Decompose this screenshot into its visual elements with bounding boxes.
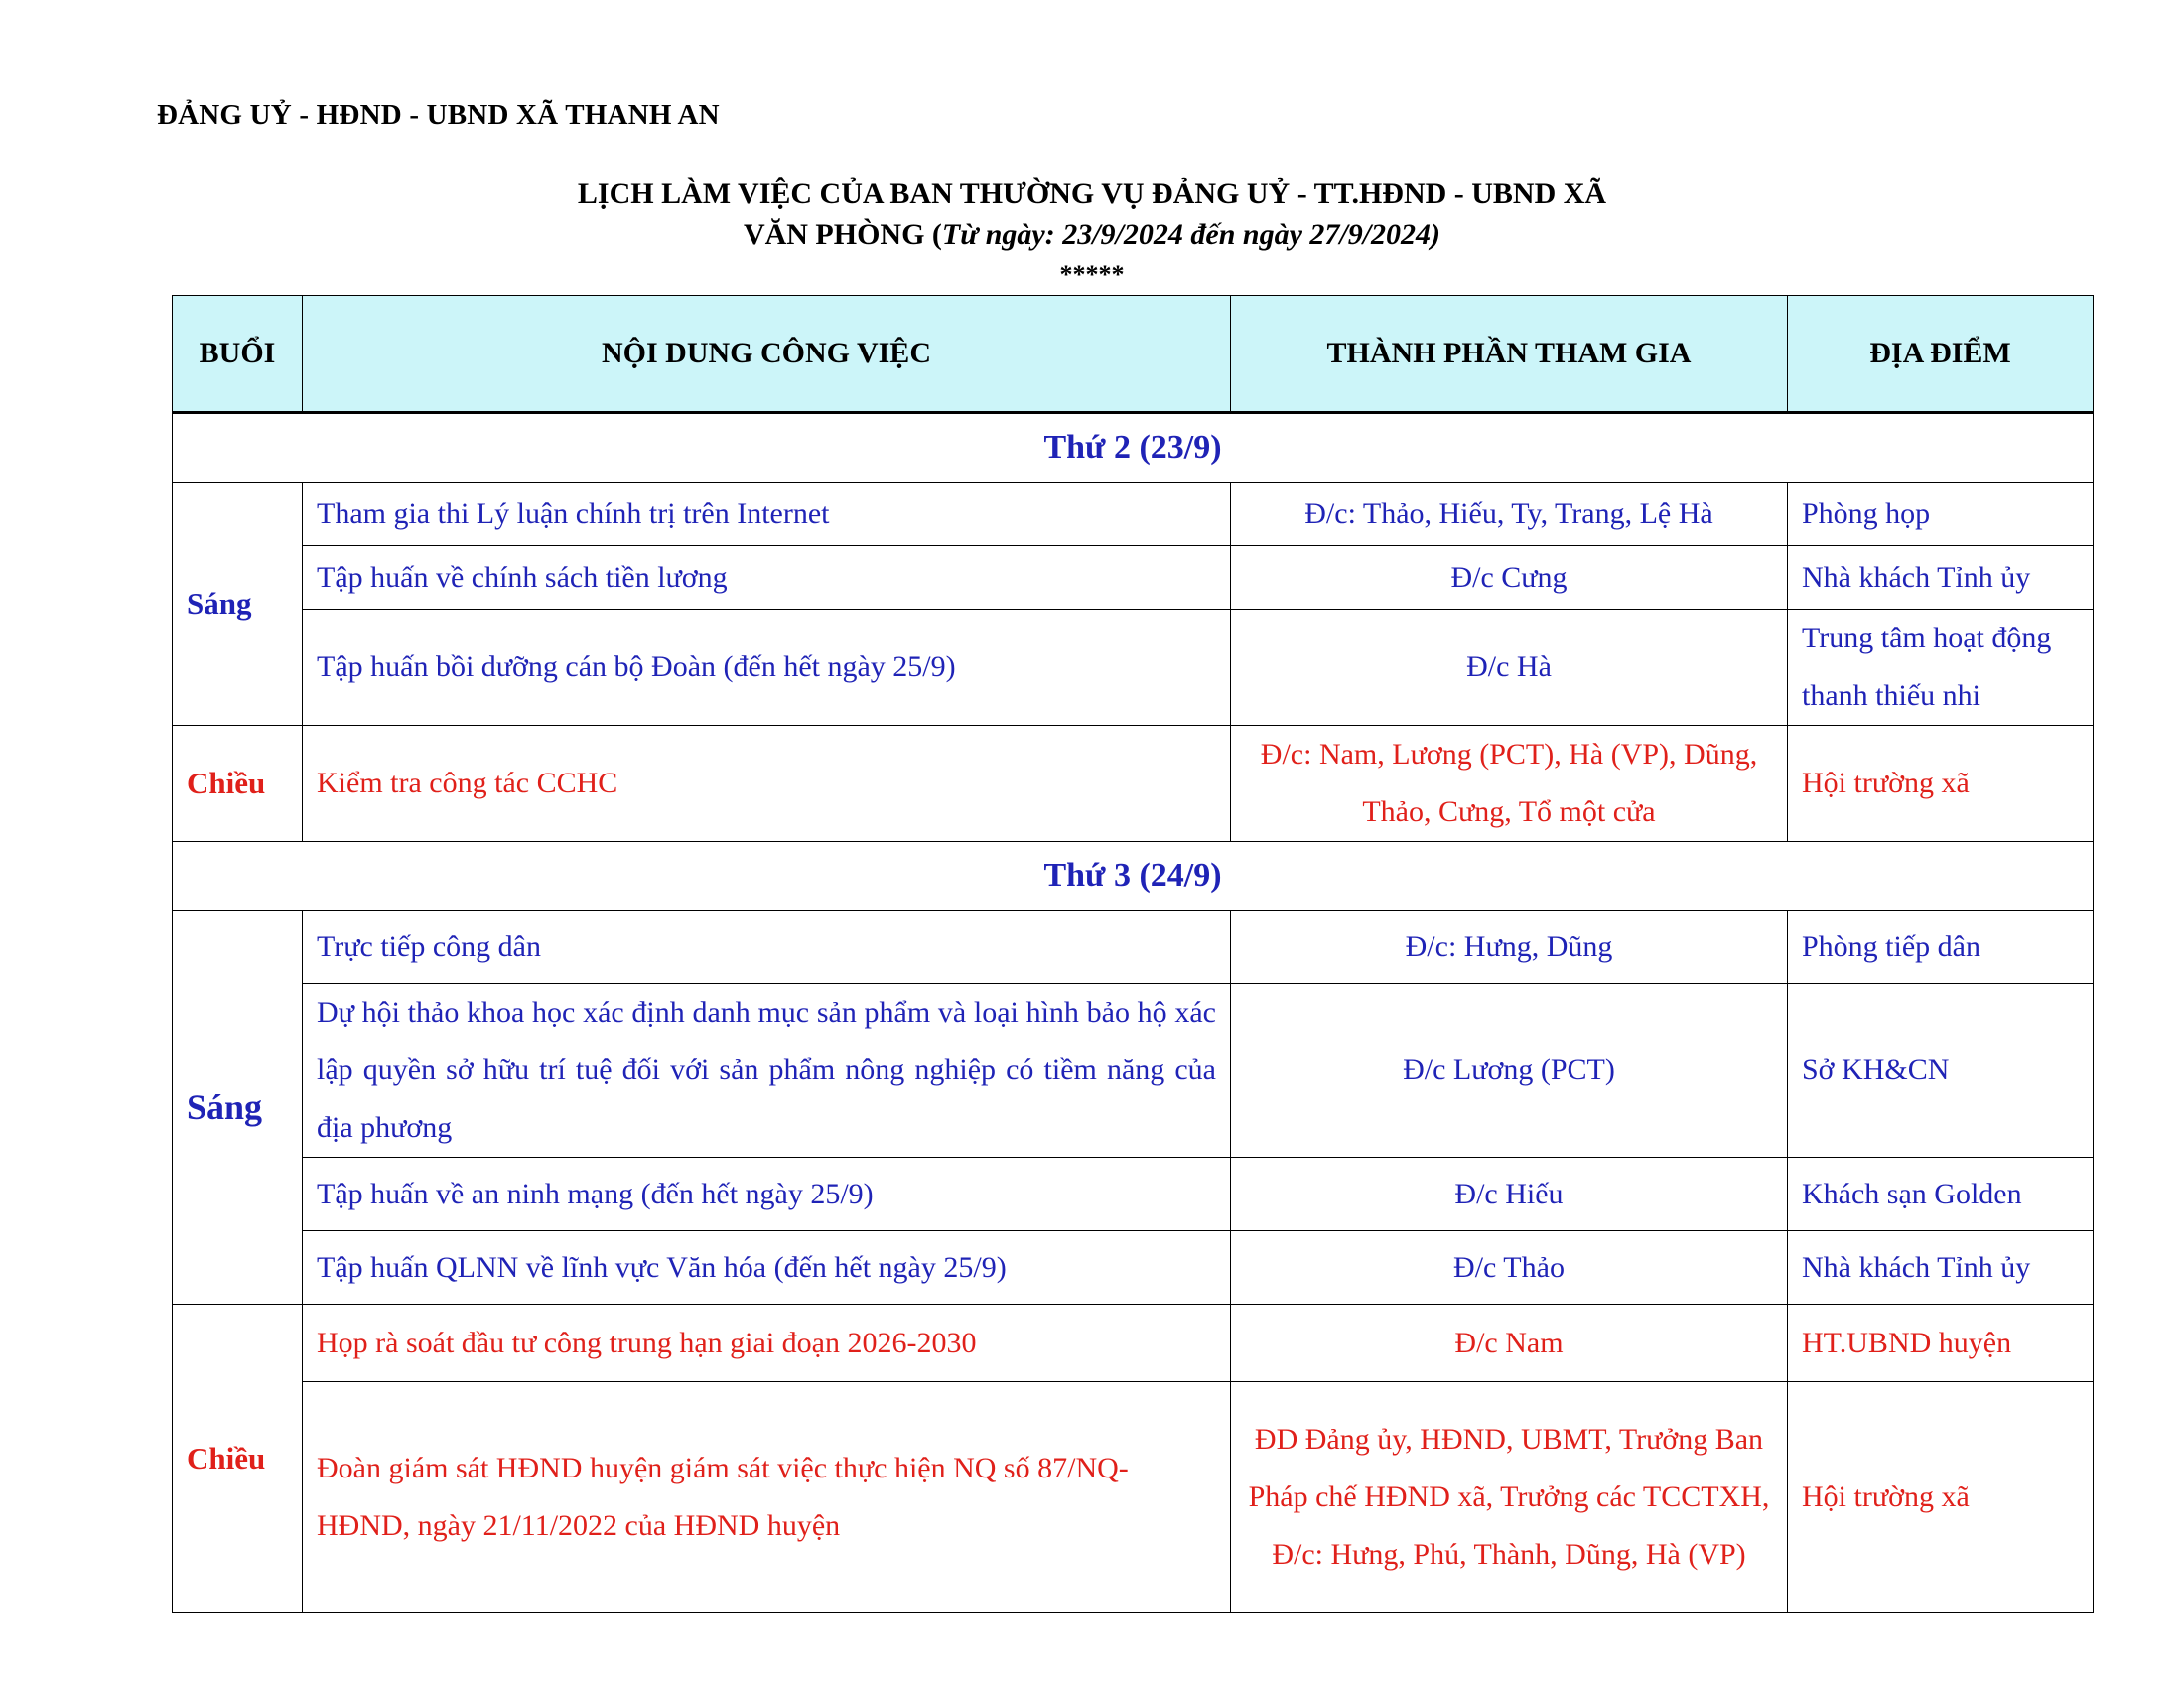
table-row — [173, 610, 2094, 726]
location-cell: Khách sạn Golden — [1788, 1158, 2094, 1231]
table-row — [173, 984, 2094, 1158]
table-row — [173, 1231, 2094, 1305]
content-cell: Đoàn giám sát HĐND huyện giám sát việc thực hiện NQ số 87/NQ-HĐND, ngày 21/11/2022 của HĐND huyện — [303, 1382, 1231, 1613]
content-cell: Tham gia thi Lý luận chính trị trên Internet — [303, 483, 1231, 546]
table-row — [173, 483, 2094, 546]
table-row — [173, 1305, 2094, 1382]
session-label: Sáng — [173, 483, 303, 726]
day-row — [173, 413, 2094, 483]
header-buoi: BUỔI — [173, 296, 303, 413]
header-dia-diem: ĐỊA ĐIỂM — [1788, 296, 2094, 413]
location-cell: HT.UBND huyện — [1788, 1305, 2094, 1382]
participants-cell: ĐD Đảng ủy, HĐND, UBMT, Trưởng Ban Pháp chế HĐND xã, Trưởng các TCCTXH, Đ/c: Hưng, Phú, Thành, Dũng, Hà (VP) — [1231, 1382, 1788, 1613]
content-cell: Kiểm tra công tác CCHC — [303, 726, 1231, 842]
participants-cell: Đ/c Cưng — [1231, 546, 1788, 610]
participants-cell: Đ/c Lương (PCT) — [1231, 984, 1788, 1158]
location-cell: Hội trường xã — [1788, 1382, 2094, 1613]
table-row — [173, 1382, 2094, 1613]
header-thanh-phan: THÀNH PHẦN THAM GIA — [1231, 296, 1788, 413]
session-label: Chiều — [173, 1305, 303, 1613]
content-cell: Tập huấn QLNN về lĩnh vực Văn hóa (đến hết ngày 25/9) — [303, 1231, 1231, 1305]
content-cell: Dự hội thảo khoa học xác định danh mục sản phẩm và loại hình bảo hộ xác lập quyền sở hữu trí tuệ đối với sản phẩm nông nghiệp có tiềm năng của địa phương — [303, 984, 1231, 1158]
table-row — [173, 1158, 2094, 1231]
location-cell: Nhà khách Tỉnh ủy — [1788, 546, 2094, 610]
participants-cell: Đ/c Hà — [1231, 610, 1788, 726]
day-label: Thứ 2 (23/9) — [173, 413, 2094, 483]
location-cell: Trung tâm hoạt động thanh thiếu nhi — [1788, 610, 2094, 726]
day-label: Thứ 3 (24/9) — [173, 842, 2094, 911]
header-noi-dung: NỘI DUNG CÔNG VIỆC — [303, 296, 1231, 413]
table-row — [173, 726, 2094, 842]
content-cell: Tập huấn bồi dưỡng cán bộ Đoàn (đến hết ngày 25/9) — [303, 610, 1231, 726]
location-cell: Sở KH&CN — [1788, 984, 2094, 1158]
location-cell: Nhà khách Tỉnh ủy — [1788, 1231, 2094, 1305]
schedule-subtitle — [0, 220, 2184, 250]
schedule-title: LỊCH LÀM VIỆC CỦA BAN THƯỜNG VỤ ĐẢNG UỶ - TT.HĐND - UBND XÃ — [577, 177, 1607, 210]
participants-cell: Đ/c: Hưng, Dũng — [1231, 911, 1788, 984]
organization-name: ĐẢNG UỶ - HĐND - UBND XÃ THANH AN — [157, 99, 720, 131]
date-range: Từ ngày: 23/9/2024 đến ngày 27/9/2024) — [941, 218, 1441, 251]
separator-stars: ***** — [1059, 260, 1125, 289]
location-cell: Phòng họp — [1788, 483, 2094, 546]
subtitle-prefix: VĂN PHÒNG ( — [743, 218, 942, 251]
session-label: Sáng — [173, 911, 303, 1305]
content-cell: Trực tiếp công dân — [303, 911, 1231, 984]
schedule-table — [172, 295, 2094, 1613]
content-cell: Tập huấn về chính sách tiền lương — [303, 546, 1231, 610]
content-cell: Tập huấn về an ninh mạng (đến hết ngày 25/9) — [303, 1158, 1231, 1231]
header-row — [173, 296, 2094, 413]
participants-cell: Đ/c: Nam, Lương (PCT), Hà (VP), Dũng, Thảo, Cưng, Tổ một cửa — [1231, 726, 1788, 842]
location-cell: Hội trường xã — [1788, 726, 2094, 842]
participants-cell: Đ/c Thảo — [1231, 1231, 1788, 1305]
session-label: Chiều — [173, 726, 303, 842]
day-row — [173, 842, 2094, 911]
table-row — [173, 911, 2094, 984]
location-cell: Phòng tiếp dân — [1788, 911, 2094, 984]
participants-cell: Đ/c: Thảo, Hiếu, Ty, Trang, Lệ Hà — [1231, 483, 1788, 546]
content-cell: Họp rà soát đầu tư công trung hạn giai đoạn 2026-2030 — [303, 1305, 1231, 1382]
participants-cell: Đ/c Hiếu — [1231, 1158, 1788, 1231]
participants-cell: Đ/c Nam — [1231, 1305, 1788, 1382]
table-row — [173, 546, 2094, 610]
